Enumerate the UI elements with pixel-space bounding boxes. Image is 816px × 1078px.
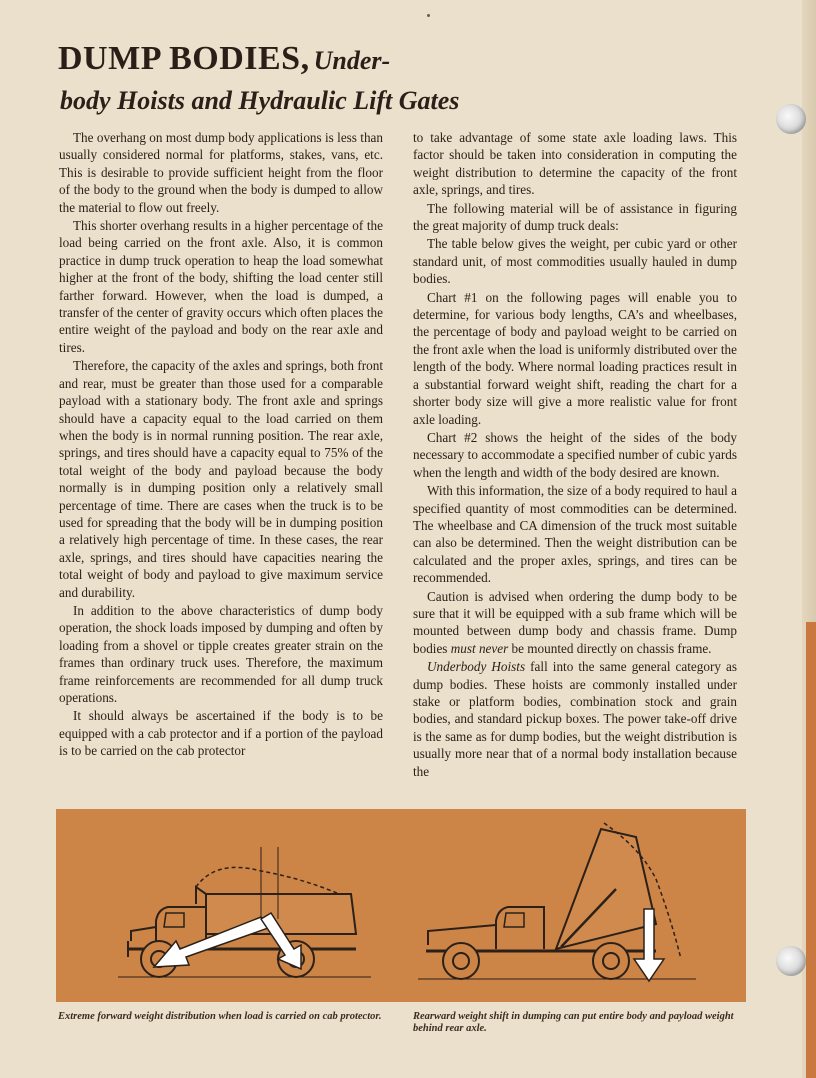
paragraph: The table below gives the weight, per cubic yard or other standard unit, of most commodities usually hauled in dump bodies. [413,236,737,287]
paragraph: Chart #1 on the following pages will enable you to determine, for various body lengths, CA’s and wheelbases, the percentage of body and payload weight to be carried on the front axle when the load is uniformly distributed over the length of the body. Where normal loading practices result in a substantial forward weight shift, reading the chart for a shorter body size will give a more realistic value for front axle loading. [413,289,737,427]
must-never-emphasis: must never [450,640,509,656]
punch-hole-top [776,104,806,134]
title-sub: Under- [313,46,391,75]
caution-text-end: be mounted directly on chassis frame. [508,640,712,656]
paragraph: With this information, the size of a body required to haul a specified quantity of most commodities can be determined. The wheelbase and CA dimension of the truck most suitable can also be determined. Then the weight distribution can be calculated and the proper axles, springs, and tires can be recommended. [413,483,737,586]
punch-hole-bottom [776,946,806,976]
speck [427,14,430,17]
paragraph: It should always be ascertained if the body is to be equipped with a cab protector and if a portion of the payload is to be carried on the cab protector [59,708,383,759]
paragraph: This shorter overhang results in a higher percentage of the load being carried on the front axle. Also, it is common practice in dump truck operation to heap the load somewhat higher at the front of the body, shifting the load center still farther forward. However, when the load is dumped, a transfer of the center of gravity occurs which often places the entire weight of the payload and body on the rear axle and tires. [59,218,383,355]
truck-forward-load-illustration [118,847,371,977]
truck-illustrations [56,809,746,1002]
paragraph: The overhang on most dump body applications is less than usually considered normal for platforms, stakes, vans, etc. This is desirable to provide sufficient height from the floor of the body to the ground when the body is dumped to allow the material to flow out freely. [59,130,383,215]
caption-right: Rearward weight shift in dumping can put entire body and payload weight behind rear axle. [413,1011,734,1034]
paragraph [413,658,737,780]
page-title [58,40,758,118]
orange-tab-strip [806,622,816,1078]
illustration-panel [56,809,746,1002]
right-column [413,129,737,781]
title-line2: body Hoists and Hydraulic Lift Gates [60,86,460,115]
paragraph: The following material will be of assistance in figuring the great majority of dump truck deals: [413,200,737,234]
paragraph: Therefore, the capacity of the axles and springs, both front and rear, must be greater than those used for a comparable payload with a stationary body. The front axle and springs should have a capacity equal to the load carried on them when the body is in normal running position. The rear axle, springs, and tires should have a capacity equal to 75% of the total weight of the body and payload because the body normally is in dumping position only a relatively small percentage of time. There are cases when the truck is to be used for spreading that the body will be in dumping position a relatively high percentage of time. In these cases, the rear axle, springs, and tires should have capacities nearing the total weight of body and payload to give maximum service and durability. [59,358,383,600]
left-column [59,129,383,761]
paragraph: to take advantage of some state axle loading laws. This factor should be taken into consideration in computing the weight distribution to determine the capacity of the front axle, springs, and tires. [413,130,737,198]
caption-left: Extreme forward weight distribution when load is carried on cab protector. [58,1011,382,1022]
underbody-hoists-lead: Underbody Hoists [427,659,526,675]
underbody-hoists-text: fall into the same general category as dump bodies. These hoists are commonly installed under stake or platform bodies, combination stock and grain bodies, and standard pickup boxes. The power take-off drive is the same as for dump bodies, but the weight distribution is usually more near that of a normal body installation because the [413,659,737,779]
paragraph [413,588,737,658]
paragraph: Chart #2 shows the height of the sides of the body necessary to accommodate a specified number of cubic yards when the length and width of the body desired are known. [413,429,737,480]
paragraph: In addition to the above characteristics of dump body operation, the shock loads imposed by dumping and often by loading from a shovel or tipple creates greater strain on the frames than ordinary truck uses. Therefore, the maximum frame reinforcements are recommended for all dump truck operations. [59,602,383,705]
caution-text: Caution is advised when ordering the dump body to be sure that it will be equipped with a sub frame which will be mounted between dump body and chassis frame. Dump bodies [413,588,737,656]
title-main: DUMP BODIES, [58,40,310,77]
